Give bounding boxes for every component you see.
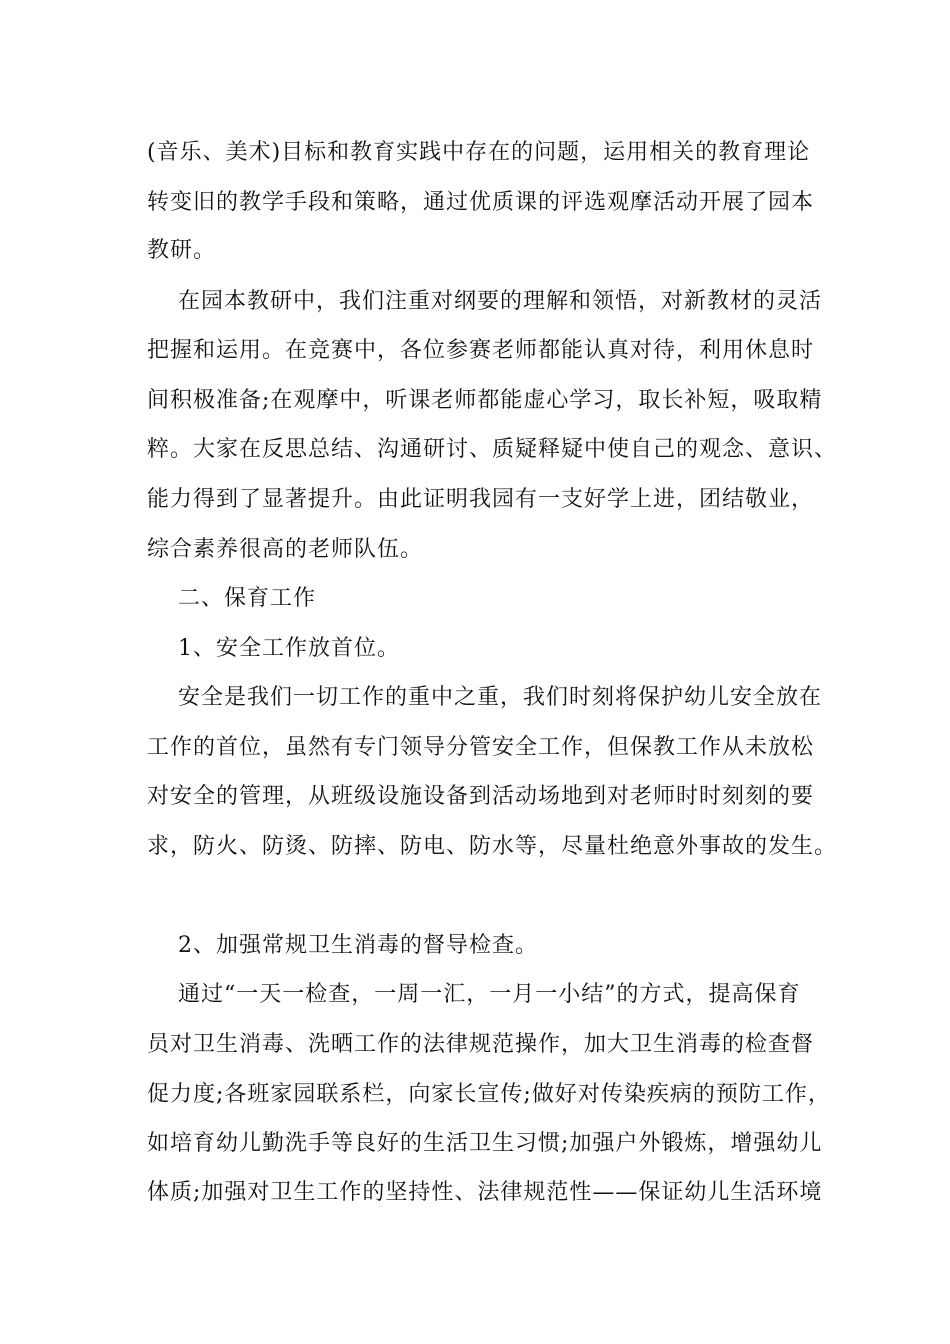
text-line: 把握和运用。在竞赛中，各位参赛老师都能认真对待，利用休息时 [147, 338, 815, 363]
text-line: 间积极准备;在观摩中，听课老师都能虚心学习，取长补短，吸取精 [147, 388, 823, 413]
text-line: 转变旧的教学手段和策略，通过优质课的评选观摩活动开展了园本 [147, 190, 815, 215]
subsection-heading: 1、安全工作放首位。 [178, 636, 400, 661]
text-line: 如培育幼儿勤洗手等良好的生活卫生习惯;加强户外锻炼，增强幼儿 [147, 1131, 823, 1156]
paragraph-first-line: 安全是我们一切工作的重中之重，我们时刻将保护幼儿安全放在 [178, 685, 823, 710]
text-line: 求，防火、防烫、防摔、防电、防水等，尽量杜绝意外事故的发生。 [147, 834, 838, 859]
text-line: 综合素养很高的老师队伍。 [147, 537, 424, 562]
text-line: 教研。 [147, 238, 217, 263]
paragraph-first-line: 通过“一天一检查，一周一汇，一月一小结”的方式，提高保育 [178, 982, 801, 1007]
paragraph-first-line: 在园本教研中，我们注重对纲要的理解和领悟，对新教材的灵活 [178, 289, 823, 314]
text-line: (音乐、美术)目标和教育实践中存在的问题，运用相关的教育理论 [147, 140, 811, 165]
text-line: 员对卫生消毒、洗晒工作的法律规范操作，加大卫生消毒的检查督 [147, 1032, 815, 1057]
section-heading: 二、保育工作 [178, 586, 317, 611]
text-line: 对安全的管理，从班级设施设备到活动场地到对老师时时刻刻的要 [147, 784, 815, 809]
text-line: 粹。大家在反思总结、沟通研讨、质疑释疑中使自己的观念、意识、 [147, 437, 838, 462]
text-line: 促力度;各班家园联系栏，向家长宣传;做好对传染疾病的预防工作， [147, 1082, 831, 1107]
text-line: 体质;加强对卫生工作的坚持性、法律规范性——保证幼儿生活环境 [147, 1180, 823, 1205]
text-line: 工作的首位，虽然有专门领导分管安全工作，但保教工作从未放松 [147, 735, 815, 760]
subsection-heading: 2、加强常规卫生消毒的督导检查。 [178, 933, 538, 958]
text-line: 能力得到了显著提升。由此证明我园有一支好学上进，团结敬业， [147, 487, 815, 512]
